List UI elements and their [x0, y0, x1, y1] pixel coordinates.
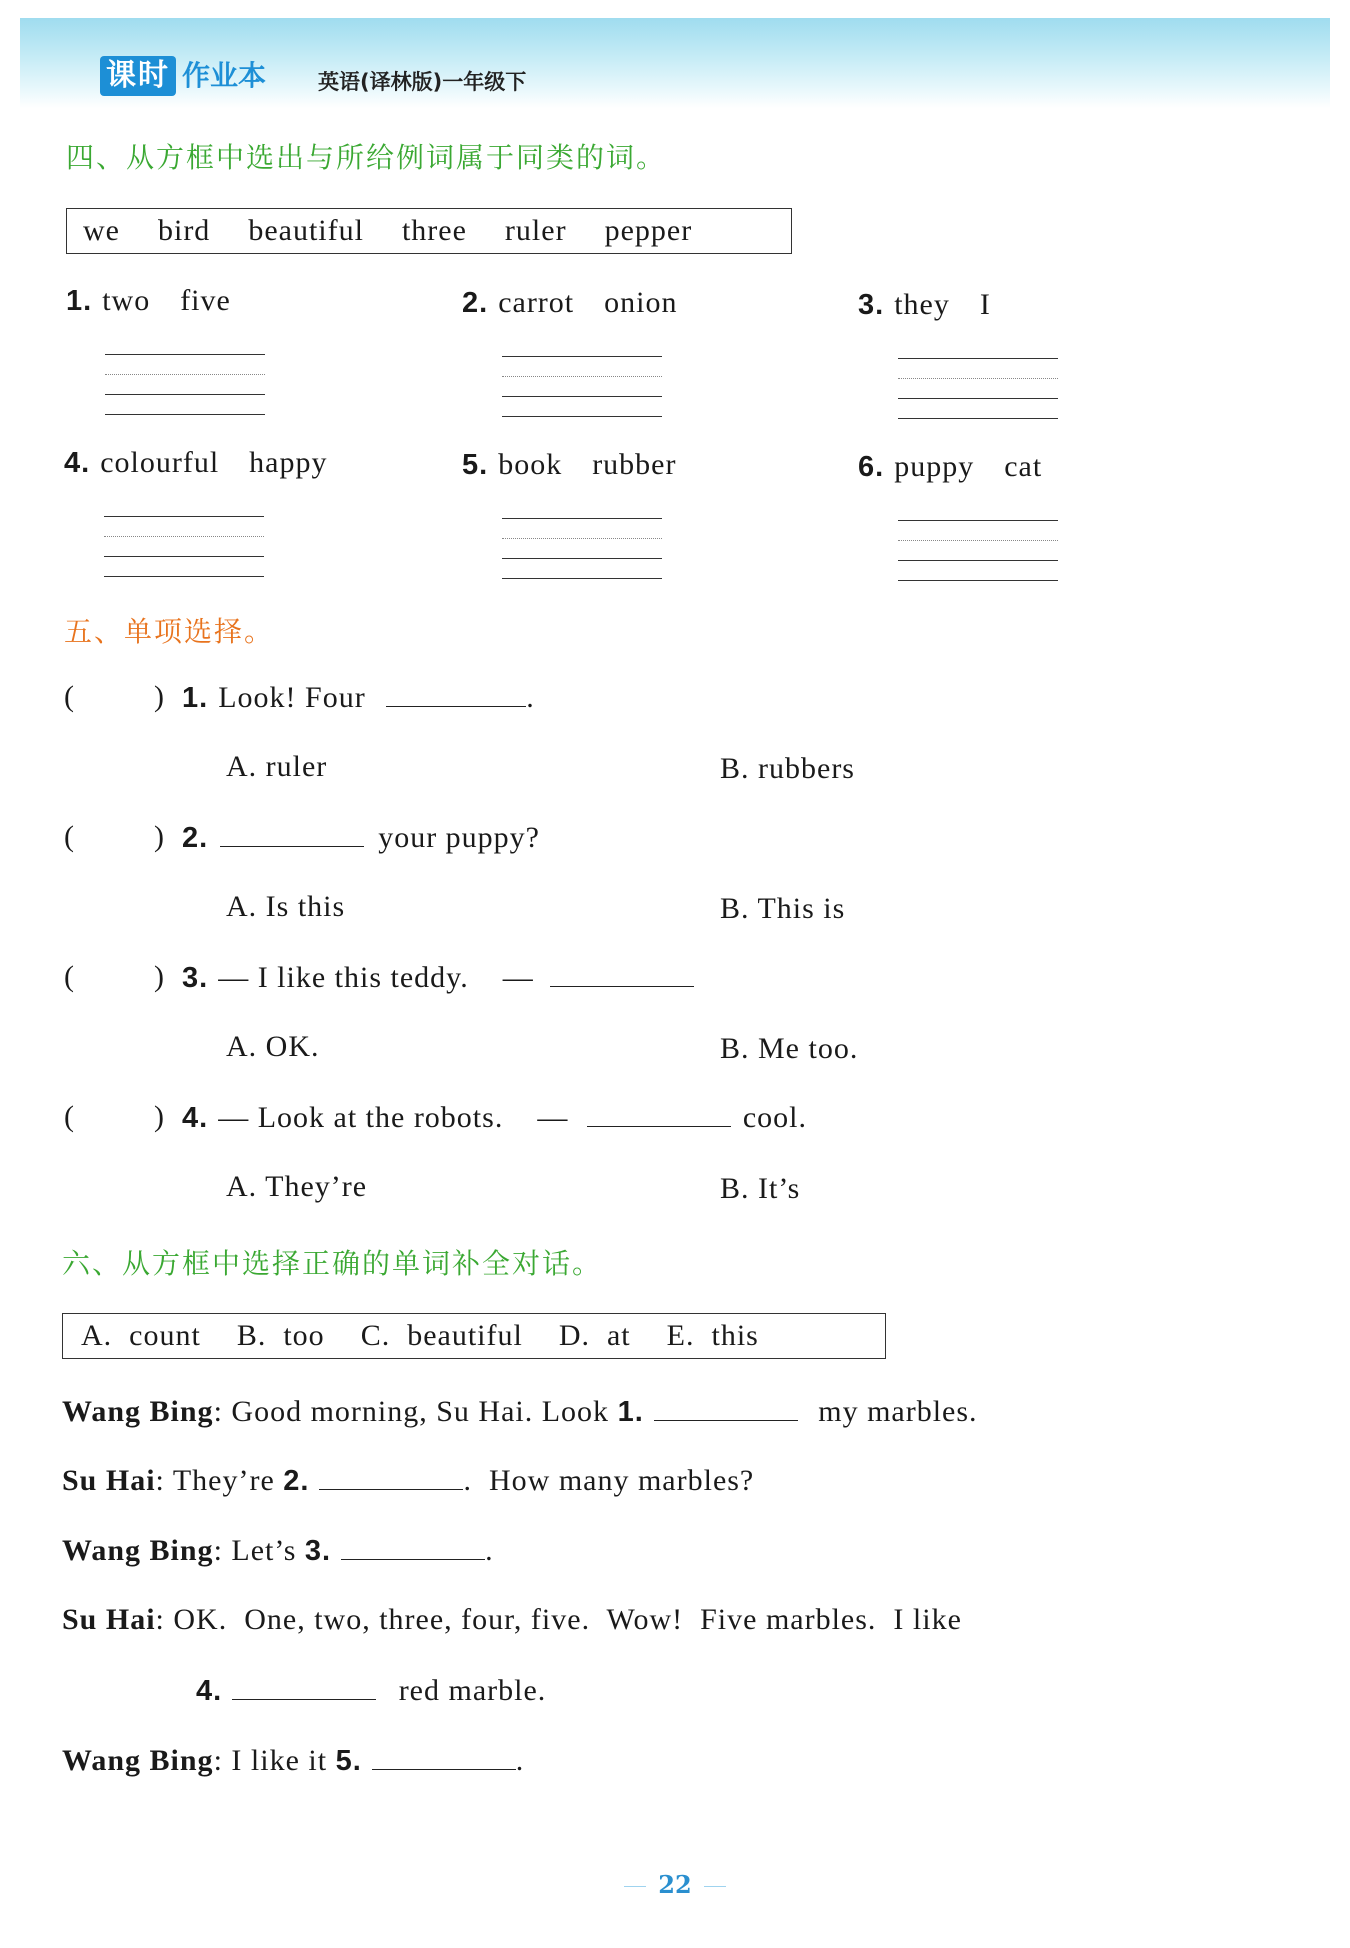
option-b: B. Me too. — [720, 1032, 859, 1065]
dialogue-text: They’re — [172, 1464, 275, 1497]
example-word: five — [180, 284, 231, 317]
answer-blank[interactable] — [372, 1743, 516, 1770]
box-word: we — [83, 214, 120, 247]
dialogue-text: I like it — [231, 1744, 328, 1777]
blank-number: 1. — [617, 1396, 644, 1428]
question-text: — I like this teddy. — — [218, 961, 534, 994]
logo-text: 作业本 — [182, 59, 267, 92]
question-number: 6. — [858, 451, 885, 483]
section4-question-1 — [66, 284, 231, 318]
answer-blank[interactable] — [341, 1533, 485, 1560]
blank-number: 5. — [335, 1745, 362, 1777]
answer-paren-open[interactable]: ( — [64, 680, 74, 713]
dialogue-text: . — [515, 1744, 525, 1777]
page-number-dash — [704, 1886, 726, 1887]
box-option: D. at — [558, 1319, 631, 1352]
section5-question-3 — [182, 960, 694, 995]
subject-label: 英语(译林版)一年级下 — [318, 70, 527, 94]
dialogue-line-3 — [62, 1533, 494, 1568]
answer-paren-open[interactable]: ( — [64, 960, 74, 993]
speaker-name: Su Hai — [62, 1603, 156, 1636]
speaker-name: Wang Bing — [62, 1395, 214, 1428]
blank-number: 4. — [196, 1675, 223, 1707]
example-word: happy — [249, 446, 328, 479]
dialogue-line-4 — [62, 1603, 962, 1637]
section5-title: 五、单项选择。 — [64, 615, 275, 648]
colon: : — [213, 1744, 223, 1777]
question-number: 3. — [182, 962, 209, 994]
answer-paren-close: ) — [154, 680, 164, 713]
answer-paren-open[interactable]: ( — [64, 820, 74, 853]
section4-question-3 — [858, 288, 991, 322]
example-word: puppy — [894, 450, 975, 483]
section4-title: 四、从方框中选出与所给例词属于同类的词。 — [66, 141, 667, 174]
question-number: 2. — [462, 287, 489, 319]
question-text: . — [526, 681, 535, 714]
question-number: 2. — [182, 822, 209, 854]
example-word: I — [979, 288, 991, 321]
dialogue-text: . — [485, 1534, 494, 1567]
dialogue-line-1 — [62, 1394, 978, 1429]
colon: : — [155, 1603, 165, 1636]
answer-paren-close: ) — [154, 820, 164, 853]
option-b: B. This is — [720, 892, 846, 925]
blank-number: 2. — [283, 1465, 310, 1497]
option-a: A. OK. — [226, 1030, 320, 1063]
section5-question-4 — [182, 1100, 807, 1135]
option-a: A. They’re — [226, 1170, 368, 1203]
speaker-name: Wang Bing — [62, 1744, 214, 1777]
question-number: 1. — [182, 682, 209, 714]
box-word: three — [401, 214, 467, 247]
page-number-dash — [624, 1886, 646, 1887]
box-option: B. too — [236, 1319, 325, 1352]
example-word: two — [102, 284, 151, 317]
answer-blank[interactable] — [220, 820, 364, 847]
section5-question-1 — [182, 680, 535, 715]
blank-number: 3. — [304, 1535, 332, 1567]
example-word: colourful — [100, 446, 220, 479]
answer-blank[interactable] — [587, 1100, 731, 1127]
question-number: 3. — [858, 289, 885, 321]
option-b: B. rubbers — [720, 752, 855, 785]
example-word: carrot — [498, 286, 575, 319]
box-word: bird — [157, 214, 211, 247]
section6-title: 六、从方框中选择正确的单词补全对话。 — [62, 1247, 603, 1280]
box-word: beautiful — [248, 214, 364, 247]
option-b: B. It’s — [720, 1172, 801, 1205]
page-number-value: 22 — [658, 1870, 692, 1899]
colon: : — [155, 1464, 165, 1497]
dialogue-text: Good morning, Su Hai. Look — [231, 1395, 610, 1428]
answer-paren-open[interactable]: ( — [64, 1100, 74, 1133]
dialogue-text: OK. One, two, three, four, five. Wow! Five marbles. I like — [173, 1603, 962, 1636]
example-word: book — [498, 448, 563, 481]
dialogue-text: my marbles. — [818, 1395, 978, 1428]
option-a: A. ruler — [226, 750, 328, 783]
section6-option-box — [62, 1313, 886, 1359]
box-word: ruler — [504, 214, 567, 247]
answer-blank[interactable] — [654, 1394, 798, 1421]
page-number — [0, 1870, 1350, 1899]
logo — [100, 56, 266, 96]
dialogue-text: red marble. — [398, 1674, 547, 1707]
section4-question-4 — [64, 446, 327, 480]
speaker-name: Su Hai — [62, 1464, 156, 1497]
dialogue-line-6 — [62, 1743, 524, 1778]
answer-blank[interactable] — [386, 680, 526, 707]
question-text: — Look at the robots. — — [218, 1101, 569, 1134]
option-a: A. Is this — [226, 890, 346, 923]
question-text: your puppy? — [378, 821, 540, 854]
example-word: cat — [1004, 450, 1043, 483]
colon: : — [213, 1395, 223, 1428]
question-number: 4. — [64, 447, 91, 479]
box-option: E. this — [666, 1319, 759, 1352]
example-word: onion — [604, 286, 678, 319]
box-option: C. beautiful — [360, 1319, 523, 1352]
dialogue-text: Let’s — [231, 1534, 297, 1567]
question-number: 5. — [462, 449, 489, 481]
answer-blank[interactable] — [550, 960, 694, 987]
question-text: Look! Four — [218, 681, 366, 714]
answer-paren-close: ) — [154, 1100, 164, 1133]
colon: : — [213, 1534, 223, 1567]
section4-question-2 — [462, 286, 677, 320]
dialogue-text: . How many marbles? — [463, 1464, 755, 1497]
answer-blank[interactable] — [319, 1463, 463, 1490]
section4-word-box — [66, 208, 792, 254]
answer-paren-close: ) — [154, 960, 164, 993]
dialogue-line-2 — [62, 1463, 754, 1498]
box-option: A. count — [81, 1319, 201, 1352]
logo-box-text: 课时 — [100, 56, 176, 96]
dialogue-line-5 — [196, 1673, 546, 1708]
question-number: 4. — [182, 1102, 209, 1134]
example-word: rubber — [592, 448, 677, 481]
question-text: cool. — [742, 1101, 807, 1134]
section4-question-6 — [858, 450, 1042, 484]
box-word: pepper — [604, 214, 693, 247]
speaker-name: Wang Bing — [62, 1534, 214, 1567]
question-number: 1. — [66, 285, 93, 317]
section5-question-2 — [182, 820, 540, 855]
section4-question-5 — [462, 448, 676, 482]
answer-blank[interactable] — [232, 1673, 376, 1700]
example-word: they — [894, 288, 950, 321]
